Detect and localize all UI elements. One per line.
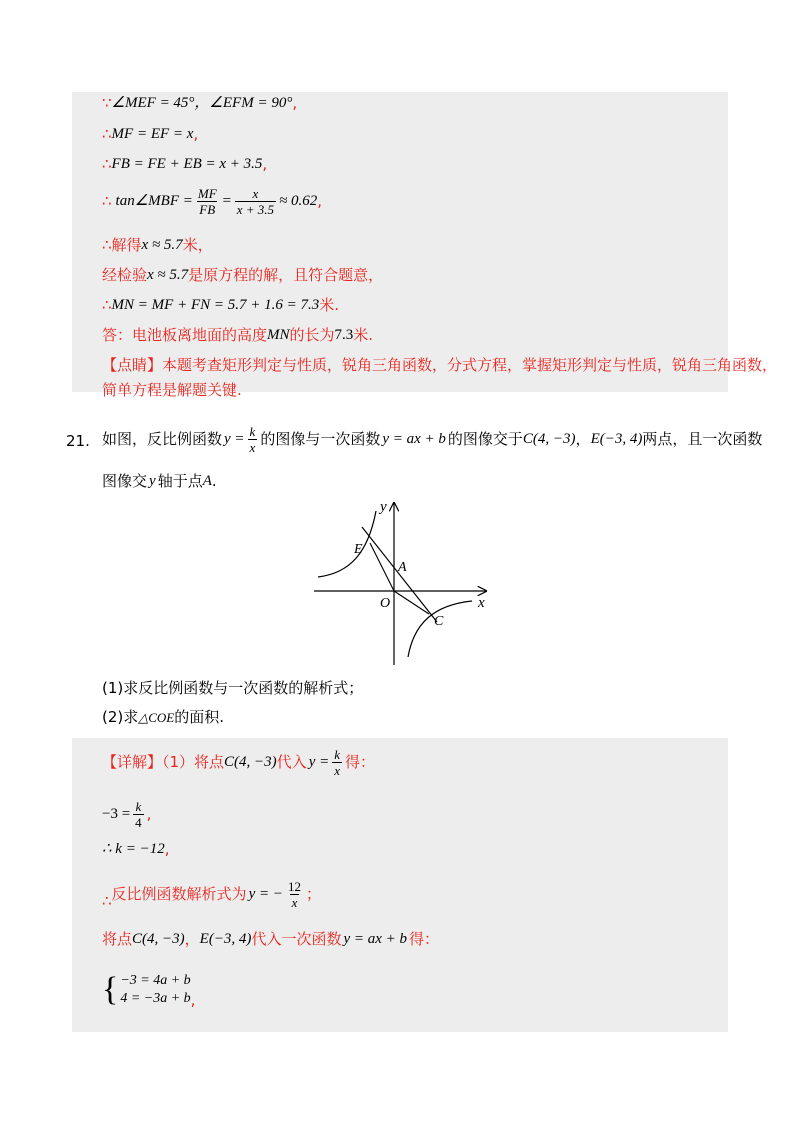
fraction-denominator: x bbox=[249, 440, 256, 455]
sub-question-2 bbox=[102, 710, 224, 725]
solution-line-8 bbox=[102, 328, 373, 343]
fraction bbox=[133, 800, 144, 829]
point-e-coords: E(−3, 4) bbox=[590, 431, 643, 447]
point-e-label: E bbox=[354, 542, 363, 557]
punct: , bbox=[262, 155, 268, 173]
answer-text: 米. bbox=[353, 326, 374, 344]
therefore-symbol: ∴ bbox=[102, 155, 112, 173]
math-expr: ∴ k = −12 bbox=[102, 841, 165, 857]
math-expr: y = ax + b bbox=[343, 931, 408, 947]
math-expr: x ≈ 5.7 bbox=[147, 267, 189, 283]
hyperbola-branch-upper-left bbox=[318, 511, 376, 577]
detail-line-6 bbox=[102, 972, 195, 1008]
math-expr: MF = EF = x bbox=[111, 126, 194, 142]
because-symbol: ∵ bbox=[102, 94, 112, 112]
solution-text: 米. bbox=[319, 296, 340, 314]
equation-system bbox=[120, 972, 190, 1008]
fraction bbox=[196, 187, 219, 216]
solution-text: 经检验 bbox=[102, 266, 148, 284]
segment-oc bbox=[394, 591, 429, 614]
math-expr: y = ax + b bbox=[382, 431, 446, 447]
question-text: 如图，反比例函数 bbox=[102, 430, 223, 448]
detail-text: 得： bbox=[345, 753, 376, 771]
math-var: y bbox=[149, 473, 156, 489]
question-text: 两点，且一次函数 bbox=[642, 430, 763, 448]
sub-question-1: (1)求反比例函数与一次函数的解析式； bbox=[102, 679, 364, 697]
system-brace: { bbox=[102, 971, 119, 1008]
point-c-coords: C(4, −3) bbox=[224, 754, 277, 770]
punct: , bbox=[317, 192, 323, 210]
fraction-numerator: k bbox=[334, 747, 340, 762]
question-line-2 bbox=[102, 474, 217, 489]
detail-text: 将点 bbox=[102, 930, 133, 948]
punct: , bbox=[164, 840, 170, 858]
y-axis-label: y bbox=[380, 499, 387, 515]
fraction-denominator: FB bbox=[199, 202, 216, 217]
comment-line-2: 简单方程是解题关键. bbox=[102, 381, 242, 399]
point-c-label: C bbox=[434, 614, 444, 629]
therefore-symbol: ∴ bbox=[102, 192, 112, 210]
detail-line-2 bbox=[102, 800, 151, 829]
x-axis-label: x bbox=[478, 595, 485, 611]
math-expr: tan∠MBF = bbox=[115, 193, 193, 209]
math-expr: −3 = bbox=[102, 806, 131, 822]
punct: , bbox=[292, 94, 298, 112]
detail-line-5 bbox=[102, 932, 439, 947]
question-text: 轴于点 bbox=[157, 472, 203, 490]
fraction-numerator: x bbox=[252, 186, 259, 201]
equals-sign: = bbox=[221, 193, 232, 209]
detail-text: 【详解】（1）将点 bbox=[102, 753, 225, 771]
solution-line-6 bbox=[102, 268, 383, 283]
point-a-label: A bbox=[398, 560, 407, 575]
math-expr: y = − bbox=[248, 886, 283, 902]
fraction-denominator: x bbox=[291, 895, 298, 910]
origin-label: O bbox=[380, 596, 391, 611]
detail-text: 代入 bbox=[276, 753, 307, 771]
point-c-coords: C(4, −3) bbox=[132, 931, 185, 947]
fraction-denominator: x bbox=[334, 763, 340, 778]
solution-line-7 bbox=[102, 298, 339, 313]
solution-text: 是原方程的解，且符合题意， bbox=[188, 266, 384, 284]
math-expr: MN = MF + FN = 5.7 + 1.6 = 7.3 bbox=[111, 297, 320, 313]
solution-text: ∴解得 bbox=[102, 236, 142, 254]
punct: ； bbox=[305, 885, 321, 903]
question-text: . bbox=[211, 472, 217, 490]
detail-text: 代入一次函数 bbox=[251, 930, 342, 948]
solution-line-5 bbox=[102, 238, 213, 253]
fraction-numerator: 12 bbox=[287, 879, 301, 894]
segment-oe bbox=[370, 543, 394, 591]
punct: , bbox=[190, 991, 196, 1009]
question-line-1 bbox=[102, 425, 762, 454]
detail-text: 反比例函数解析式为 bbox=[111, 885, 247, 903]
point-c-coords: C(4, −3) bbox=[522, 431, 576, 447]
fraction-denominator: x + 3.5 bbox=[236, 202, 275, 217]
answer-text: 的长为 bbox=[289, 326, 335, 344]
equation-2: 4 = −3a + b bbox=[120, 991, 191, 1006]
fraction bbox=[332, 748, 342, 777]
math-expr: y = bbox=[308, 754, 330, 770]
fraction bbox=[248, 425, 258, 454]
separator: ， bbox=[575, 430, 591, 448]
fraction-denominator: 4 bbox=[135, 815, 142, 830]
function-graph bbox=[310, 495, 500, 667]
math-expr: x ≈ 5.7 bbox=[141, 237, 183, 253]
question-text: 的面积. bbox=[174, 708, 225, 726]
question-text: 图像交 bbox=[102, 472, 148, 490]
therefore-symbol: ∴ bbox=[102, 125, 112, 143]
question-text: 的图像与一次函数 bbox=[260, 430, 381, 448]
solution-text: 米， bbox=[182, 236, 213, 254]
detail-text: 得： bbox=[409, 930, 440, 948]
punct: , bbox=[146, 805, 152, 823]
answer-text: 答：电池板离地面的高度 bbox=[102, 326, 268, 344]
solution-line-3 bbox=[102, 157, 267, 172]
question-text: 的图像交于 bbox=[447, 430, 523, 448]
answer-value: 7.3 bbox=[334, 327, 354, 343]
comment-line-1: 【点睛】本题考查矩形判定与性质，锐角三角函数，分式方程，掌握矩形判定与性质，锐角三角函数， bbox=[102, 356, 778, 374]
math-expr: ∠MEF = 45°，∠EFM = 90° bbox=[111, 95, 293, 111]
fraction-numerator: k bbox=[135, 799, 142, 814]
punct: , bbox=[193, 125, 199, 143]
math-expr: FB = FE + EB = x + 3.5 bbox=[111, 156, 263, 172]
solution-line-4 bbox=[102, 187, 322, 216]
triangle-label: △COE bbox=[138, 710, 175, 725]
therefore-symbol: ∴ bbox=[102, 892, 112, 910]
question-number: 21. bbox=[66, 432, 90, 450]
point-a-label: A bbox=[202, 473, 212, 489]
hyperbola-branch-lower-right bbox=[408, 601, 472, 657]
separator: ， bbox=[184, 930, 200, 948]
fraction-numerator: MF bbox=[197, 186, 217, 201]
point-e-coords: E(−3, 4) bbox=[199, 931, 252, 947]
solution-line-2 bbox=[102, 127, 198, 142]
detail-line-4 bbox=[102, 880, 321, 909]
fraction bbox=[286, 880, 303, 909]
fraction bbox=[235, 187, 276, 216]
math-expr: ≈ 0.62 bbox=[279, 193, 318, 209]
detail-line-1 bbox=[102, 748, 375, 777]
therefore-symbol: ∴ bbox=[102, 296, 112, 314]
question-text: (2)求 bbox=[102, 708, 139, 726]
solution-line-1 bbox=[102, 96, 297, 111]
fraction-numerator: k bbox=[249, 424, 256, 439]
equation-1: −3 = 4a + b bbox=[120, 973, 191, 988]
math-expr: y = bbox=[224, 431, 245, 447]
detail-line-3 bbox=[102, 842, 169, 857]
math-expr: MN bbox=[267, 327, 290, 343]
